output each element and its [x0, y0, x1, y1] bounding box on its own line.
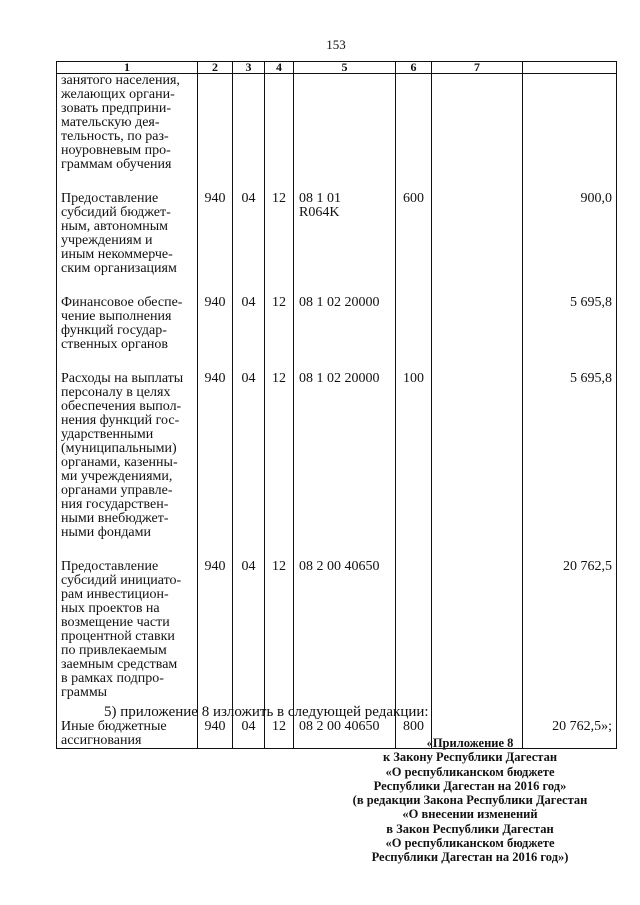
- column-header: 3: [233, 62, 265, 74]
- column-header: 7: [432, 62, 523, 74]
- subsection-code-cell: 12: [265, 372, 294, 540]
- ministry-code-cell: 940: [198, 192, 233, 276]
- table-row: [57, 560, 617, 700]
- row-name-cell: Финансовое обеспе- чение выполнения функций государ- ственных органов: [57, 296, 198, 352]
- row-name-cell: занятого населения, желающих органи- зовать предприни- мательскую дея- тельность, по раз- ноуровневым про- граммам обучения: [57, 74, 198, 173]
- column-7-cell: [432, 372, 523, 540]
- column-header: [523, 62, 617, 74]
- subsection-code-cell: 12: [265, 720, 294, 749]
- amount-cell: 20 762,5: [523, 560, 617, 700]
- target-article-cell: 08 1 02 20000: [294, 372, 396, 540]
- ministry-code-cell: 940: [198, 720, 233, 749]
- subsection-code-cell: 12: [265, 560, 294, 700]
- appendix-line: «Приложение 8: [426, 736, 514, 750]
- expense-type-cell: 100: [396, 372, 432, 540]
- table-row: [57, 74, 617, 173]
- column-header: 1: [57, 62, 198, 74]
- target-article-cell: 08 2 00 40650: [294, 720, 396, 749]
- section-code-cell: 04: [233, 192, 265, 276]
- row-name-cell: Предоставление субсидий инициато- рам инвестицион- ных проектов на возмещение части процентной ставки по привлекаемым заемным средствам в рамках подпро- граммы: [57, 560, 198, 700]
- column-header: 4: [265, 62, 294, 74]
- section-code-cell: [233, 74, 265, 173]
- expense-type-cell: [396, 74, 432, 173]
- amount-cell: 900,0: [523, 192, 617, 276]
- appendix-line: Республики Дагестан на 2016 год»: [373, 778, 567, 793]
- row-spacer: [57, 172, 617, 192]
- ministry-code-cell: 940: [198, 296, 233, 352]
- column-header: 2: [198, 62, 233, 74]
- target-article-cell: 08 2 00 40650: [294, 560, 396, 700]
- column-header: 6: [396, 62, 432, 74]
- ministry-code-cell: [198, 74, 233, 173]
- appendix-line: к Закону Республики Дагестан: [382, 750, 558, 765]
- target-article-cell: [294, 74, 396, 173]
- row-spacer: [57, 540, 617, 560]
- ministry-code-cell: 940: [198, 372, 233, 540]
- subsection-code-cell: 12: [265, 192, 294, 276]
- appendix-line: в Закон Республики Дагестан: [386, 821, 554, 836]
- column-header: 5: [294, 62, 396, 74]
- expense-type-cell: 800: [396, 720, 432, 749]
- row-name-cell: Иные бюджетные ассигнования: [57, 720, 198, 749]
- column-7-cell: [432, 192, 523, 276]
- column-7-cell: [432, 296, 523, 352]
- row-name-cell: Расходы на выплаты персоналу в целях обеспечения выпол- нения функций гос- ударственными (муниципальными) органами, казенны- ми учреждениями, органами управле- ния государствен- ными внебюджет- ными фондами: [57, 372, 198, 540]
- ministry-code-cell: 940: [198, 560, 233, 700]
- appendix-line: (в редакции Закона Республики Дагестан: [352, 793, 588, 808]
- table-row: [57, 296, 617, 352]
- table-row: [57, 192, 617, 276]
- expense-type-cell: [396, 560, 432, 700]
- amount-cell: [523, 74, 617, 173]
- appendix-line: Республики Дагестан на 2016 год»): [371, 850, 569, 865]
- column-7-cell: [432, 560, 523, 700]
- expense-type-cell: [396, 296, 432, 352]
- column-7-cell: [432, 74, 523, 173]
- appendix-line: «О республиканском бюджете: [385, 764, 555, 779]
- amount-cell: 5 695,8: [523, 372, 617, 540]
- section-code-cell: 04: [233, 296, 265, 352]
- section-code-cell: 04: [233, 372, 265, 540]
- appendix-line: «О республиканском бюджете: [385, 836, 555, 851]
- table-header-row: [57, 62, 617, 74]
- subsection-code-cell: [265, 74, 294, 173]
- amount-cell: 5 695,8: [523, 296, 617, 352]
- table-row: [57, 372, 617, 540]
- budget-table: [56, 61, 617, 749]
- appendix-line: «О внесении изменений: [402, 807, 538, 822]
- expense-type-cell: 600: [396, 192, 432, 276]
- subsection-code-cell: 12: [265, 296, 294, 352]
- page-number: 153: [326, 37, 346, 52]
- row-spacer: [57, 352, 617, 372]
- target-article-cell: 08 1 01 R064K: [294, 192, 396, 276]
- appendix-header: [320, 736, 620, 865]
- section-code-cell: 04: [233, 560, 265, 700]
- amount-cell: 20 762,5»;: [523, 720, 617, 749]
- section-code-cell: 04: [233, 720, 265, 749]
- target-article-cell: 08 1 02 20000: [294, 296, 396, 352]
- row-spacer: [57, 276, 617, 296]
- row-name-cell: Предоставление субсидий бюджет- ным, автономным учреждениям и иным некоммерче- ским организациям: [57, 192, 198, 276]
- amendment-instruction: 5) приложение 8 изложить в следующей редакции:: [104, 704, 429, 720]
